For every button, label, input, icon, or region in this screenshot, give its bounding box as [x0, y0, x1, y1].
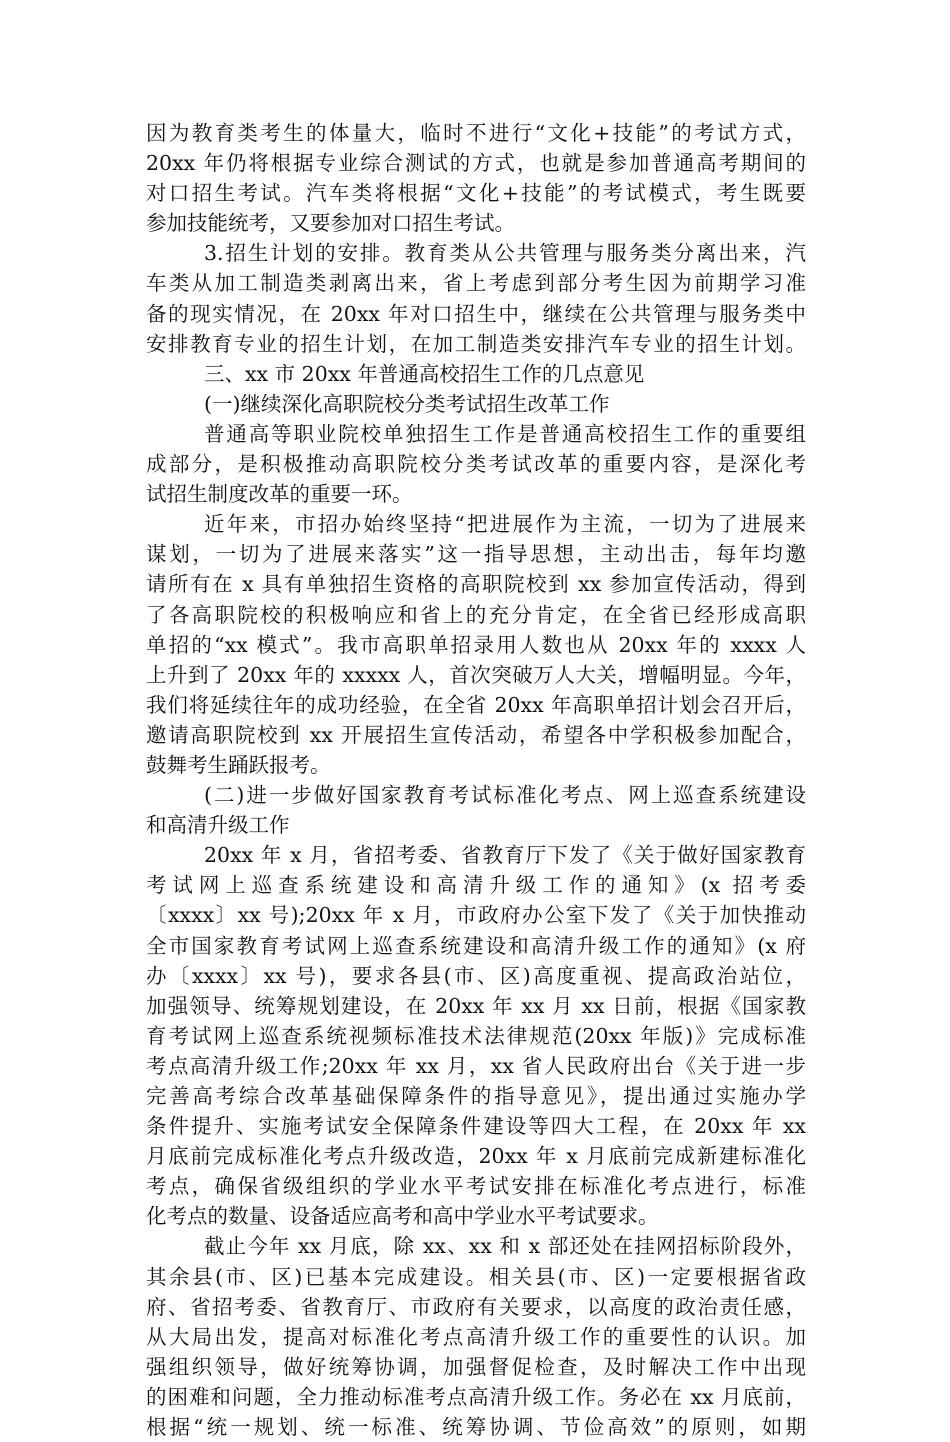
text-line: 的困难和问题，全力推动标准考点高清升级工作。务必在 xx 月底前， [146, 1384, 806, 1409]
text-line: 试招生制度改革的重要一环。 [146, 482, 413, 507]
document-body [146, 118, 806, 1442]
text-line: 近年来，市招办始终坚持“把进展作为主流，一切为了进展来 [204, 512, 806, 537]
subsection-heading: (一)继续深化高职院校分类考试招生改革工作 [204, 391, 610, 416]
text-line: 截止今年 xx 月底，除 xx、xx 和 x 部还处在挂网招标阶段外， [204, 1234, 806, 1259]
text-line: 办〔xxxx〕xx 号)，要求各县(市、区)高度重视、提高政治站位， [146, 963, 806, 988]
text-line: 育考试网上巡查系统视频标准技术法律规范(20xx 年版)》完成标准 [146, 1023, 806, 1048]
text-line: 谋划，一切为了进展来落实”这一指导思想，主动出击，每年均邀 [146, 542, 806, 567]
text-line: 鼓舞考生踊跃报考。 [146, 752, 331, 777]
text-line: 邀请高职院校到 xx 开展招生宣传活动，希望各中学积极参加配合， [146, 722, 806, 747]
subsection-heading-continued: 和高清升级工作 [146, 813, 290, 838]
text-line: 化考点的数量、设备适应高考和高中学业水平考试要求。 [146, 1204, 659, 1229]
text-line: 对口招生考试。汽车类将根据“文化+技能”的考试模式，考生既要 [146, 181, 806, 206]
text-line: 其余县(市、区)已基本完成建设。相关县(市、区)一定要根据省政 [146, 1264, 806, 1289]
text-line: 因为教育类考生的体量大，临时不进行“文化+技能”的考试方式， [146, 121, 806, 145]
text-line: 从大局出发，提高对标准化考点高清升级工作的重要性的认识。加 [146, 1324, 806, 1349]
text-line: 车类从加工制造类剥离出来，省上考虑到部分考生因为前期学习准 [146, 271, 806, 296]
text-line: 普通高等职业院校单独招生工作是普通高校招生工作的重要组 [204, 421, 806, 446]
text-line: 全市国家教育考试网上巡查系统建设和高清升级工作的通知》(x 府 [146, 933, 806, 958]
text-line: 强组织领导，做好统筹协调，加强督促检查，及时解决工作中出现 [146, 1354, 806, 1379]
text-line: 20xx 年 x 月，省招考委、省教育厅下发了《关于做好国家教育 [204, 843, 806, 868]
text-line: 单招的“xx 模式”。我市高职单招录用人数也从 20xx 年的 xxxx 人 [146, 632, 806, 657]
text-line: 完善高考综合改革基础保障条件的指导意见》，提出通过实施办学 [146, 1084, 806, 1108]
text-line: 上升到了 20xx 年的 xxxxx 人，首次突破万人大关，增幅明显。今年， [146, 662, 806, 687]
text-line: 请所有在 x 具有单独招生资格的高职院校到 xx 参加宣传活动，得到 [146, 572, 806, 597]
text-line: 成部分，是积极推动高职院校分类考试改革的重要内容，是深化考 [146, 452, 806, 477]
text-line: 根据“统一规划、统一标准、统筹协调、节俭高效”的原则，如期 [146, 1415, 806, 1440]
text-line: 加强领导、统筹规划建设，在 20xx 年 xx 月 xx 日前，根据《国家教 [146, 993, 806, 1018]
text-line: 考点高清升级工作;20xx 年 xx 月，xx 省人民政府出台《关于进一步 [146, 1053, 806, 1078]
text-line: 安排教育专业的招生计划，在加工制造类安排汽车专业的招生计划。 [146, 331, 806, 356]
text-line: 20xx 年仍将根据专业综合测试的方式，也就是参加普通高考期间的 [146, 151, 806, 176]
text-line: 考试网上巡查系统建设和高清升级工作的通知》(x 招考委 [146, 873, 806, 898]
subsection-heading: (二)进一步做好国家教育考试标准化考点、网上巡查系统建设 [204, 783, 806, 808]
section-heading: 三、xx 市 20xx 年普通高校招生工作的几点意见 [204, 361, 645, 386]
text-line: 参加技能统考，又要参加对口招生考试。 [146, 211, 515, 236]
text-line: 条件提升、实施考试安全保障条件建设等四大工程，在 20xx 年 xx [146, 1114, 806, 1139]
text-line: 备的现实情况，在 20xx 年对口招生中，继续在公共管理与服务类中 [146, 301, 806, 326]
text-line: 考点，确保省级组织的学业水平考试安排在标准化考点进行，标准 [146, 1174, 806, 1199]
text-line: 府、省招考委、省教育厅、市政府有关要求，以高度的政治责任感， [146, 1294, 806, 1319]
text-line: 了各高职院校的积极响应和省上的充分肯定，在全省已经形成高职 [146, 602, 806, 627]
text-line: 〔xxxx〕xx 号);20xx 年 x 月，市政府办公室下发了《关于加快推动 [146, 903, 806, 928]
text-line: 月底前完成标准化考点升级改造，20xx 年 x 月底前完成新建标准化 [146, 1144, 806, 1169]
text-line: 3.招生计划的安排。教育类从公共管理与服务类分离出来，汽 [204, 241, 806, 266]
text-line: 我们将延续往年的成功经验，在全省 20xx 年高职单招计划会召开后， [146, 692, 806, 717]
